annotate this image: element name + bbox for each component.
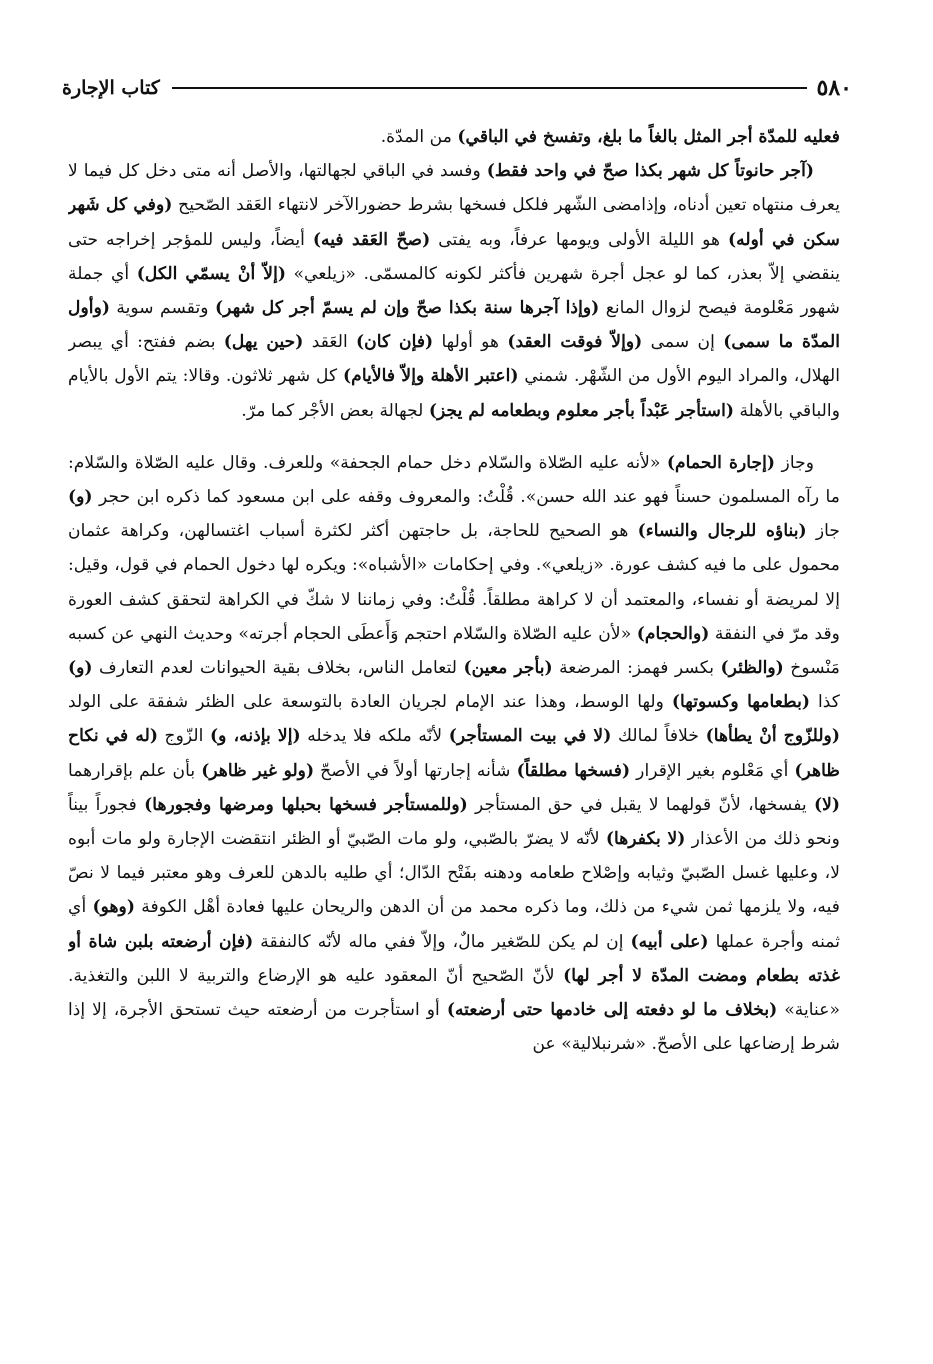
matn-text: (فإن أرضعته بلبن شاة أو غذته بطعام ومضت المدّة لا أجر لها) [68, 931, 840, 986]
sharh-text: الزّوج [157, 726, 211, 747]
paragraph-2 [68, 154, 840, 428]
sharh-text: أي جملة شهور مَعْلومة فيصح لزوال المانع [68, 263, 840, 319]
matn-text: (وإلاّ فوقت العقد) [507, 332, 643, 353]
matn-text: (وهو) [92, 897, 135, 918]
header-rule [172, 87, 807, 89]
sharh-text: يفسخها، لأنّ قولهما لا يقبل في حق المستأجر [467, 794, 814, 815]
sharh-text: شأنه إجارتها أولاً في الأصحّ [314, 760, 517, 781]
matn-text: (آجر حانوتاً كل شهر بكذا صحّ في واحد فقط) [486, 161, 814, 182]
matn-text: (بخلاف ما لو دفعته إلى خادمها حتى أرضعته) [446, 1000, 778, 1021]
sharh-text: بكسر فهمز: المرضعة [552, 658, 721, 679]
matn-text: (وللمستأجر فسخها بحبلها ومرضها وفجورها) [144, 794, 468, 815]
matn-text: (لا) [813, 794, 840, 815]
sharh-text: لتعامل الناس، بخلاف بقية الحيوانات لعدم التعارف [92, 658, 464, 679]
sharh-text: أي ثمنه وأجرة عملها [68, 897, 840, 952]
matn-text: (إجارة الحمام) [666, 452, 776, 473]
sharh-text: وتقسم سوية [110, 298, 215, 319]
matn-text: فعليه للمدّة أجر المثل بالغاً ما بلغ، وتفسخ في الباقي) [457, 127, 840, 147]
paragraph-1 [68, 120, 840, 154]
matn-text: (وأول المدّة ما سمى) [68, 298, 840, 353]
sharh-text: «لأن عليه الصّلاة والسّلام احتجم وَأَعطَى الحجام أجرته» وحديث النهي عن كسبه مَنْسوخ [68, 623, 840, 679]
sharh-text: إن سمى [642, 332, 724, 353]
sharh-text: من المدّة. [380, 127, 458, 147]
matn-text: (اعتبر الأهلة وإلاّ فالأيام) [343, 366, 519, 387]
page-body [68, 120, 840, 1345]
sharh-text: وجاز [775, 452, 814, 473]
matn-text: (بطعامها وكسوتها) [671, 692, 811, 713]
sharh-text: أي مَعْلوم بغير الإقرار [630, 760, 795, 781]
matn-text: (وفي كل شَهر سكن في أوله) [68, 195, 840, 250]
sharh-text: العَقد [303, 332, 356, 353]
matn-text: (ولو غير ظاهر) [201, 760, 315, 781]
sharh-text: هو الصحيح للحاجة، بل حاجتهن أكثر لكثرة أسباب اغتسالهن، وكراهة عثمان محمول على ما فيه كشف عورة. «زيلعي». وفي إحكامات «الأشباه»: ويكره لها دخول الحمام في قول، وقيل: إلا لمريضة أو نفساء، والمعتمد أن لا كراهة مطلقاً. قُلْتُ: وفي زماننا لا شكّ في الكراهة لتحقق كشف العورة وقد مرّ في النفقة [68, 521, 840, 644]
matn-text: (إلاّ أنْ يسمّي الكل) [136, 263, 286, 284]
sharh-text: فجوراً بيناً ونحو ذلك من الأعذار [68, 794, 840, 850]
sharh-text: وفسد في الباقي لجهالتها، والأصل أنه متى دخل كل فيما لا يعرف منتهاه تعين أدناه، وإذامضى الشّهر فلكل فسخها بشرط حضورالآخر لانتهاء العَقد الصّحيح [68, 161, 840, 216]
page-number: ٥٨٠ [816, 75, 852, 101]
matn-text: (وللزّوج أنْ يطأها) [705, 726, 840, 747]
sharh-text: «لأنه عليه الصّلاة والسّلام دخل حمام الجحفة» وللعرف. وقال عليه الصّلاة والسّلام: ما رآه المسلمون حسناً فهو عند الله حسن». قُلْتُ: والمعروف وقفه على ابن مسعود كما ذكره ابن حجر [68, 452, 840, 508]
matn-text: (إلا بإذنه، و) [210, 726, 301, 747]
sharh-text: أو استأجرت من أرضعته حيث تستحق الأجرة، إلا إذا شرط إرضاعها على الأصحّ. «شرنبلالية» عن [68, 1000, 840, 1055]
matn-text: (فسخها مطلقاً) [516, 760, 631, 781]
sharh-text: لأنّه ملكه فلا يدخله [300, 726, 449, 747]
sharh-text: هو الليلة الأولى ويومها عرفاً، وبه يفتى [430, 229, 728, 250]
page-header [62, 70, 852, 106]
sharh-text: هو أولها [433, 332, 508, 353]
matn-text: (بأجر معين) [463, 658, 553, 679]
paragraph-3 [68, 446, 840, 1062]
sharh-text: إن لم يكن للصّغير مالٌ، وإلاّ ففي ماله لأنّه كالنفقة [253, 931, 631, 952]
matn-text: (فإن كان) [356, 332, 434, 353]
matn-text: (حين يهل) [223, 332, 304, 353]
matn-text: (والحجام) [636, 623, 710, 644]
matn-text: (لا بكفرها) [605, 829, 686, 850]
sharh-text: لأنّه لا يضرّ بالصّبي، ولو مات الصّبيّ أو الظئر انتقضت الإجارة ولو مات أبوه لا، وعليها غسل الصّبيّ وثيابه وإصْلاح طعامه ودهنه بفَتْح الدّال؛ أي طليه بالدهن للعرف وهو معتبر فيما لا نصّ فيه، ولا يلزمها ثمن شيء من ذلك، وما ذكره محمد من أن الدهن والريحان عليها فعادة أهْل الكوفة [68, 829, 840, 918]
matn-text: (له في نكاح ظاهر) [68, 726, 840, 781]
matn-text: (لا في بيت المستأجر) [448, 726, 612, 747]
sharh-text: كذا [810, 692, 840, 713]
sharh-text: بأن علم بإقرارهما [68, 760, 202, 781]
matn-text: (والظئر) [720, 658, 784, 679]
sharh-text: بضم ففتح: أي يبصر الهلال، والمراد اليوم الأول من الشّهْر. شمني [68, 332, 840, 387]
matn-text: (على أبيه) [630, 931, 709, 952]
sharh-text: لجهالة بعض الأجْر كما مرّ. [241, 400, 429, 421]
book-title: كتاب الإجارة [62, 77, 160, 99]
matn-text: (و) [68, 487, 93, 508]
sharh-text: جاز [806, 521, 840, 542]
matn-text: (وإذا آجرها سنة بكذا صحّ وإن لم يسمّ أجر كل شهر) [214, 298, 600, 319]
matn-text: (صحّ العَقد فيه) [312, 229, 431, 250]
sharh-text: خلافاً لمالك [611, 726, 706, 747]
sharh-text: أيضاً، وليس للمؤجر إخراجه حتى ينقضي إلاّ بعذر، كما لو عجل أجرة شهرين فأكثر لكونه كالمسمّى. «زيلعي» [68, 229, 840, 284]
sharh-text: لأنّ الصّحيح أنّ المعقود عليه هو الإرضاع والتربية لا اللبن والتغذية. «عناية» [68, 965, 840, 1021]
matn-text: (و) [68, 658, 93, 679]
matn-text: (بناؤه للرجال والنساء) [637, 521, 807, 542]
sharh-text: ولها الوسط، وهذا عند الإمام لجريان العادة بالتوسعة على الظئر شفقة على الولد [68, 692, 672, 713]
matn-text: (استأجر عَبْداً بأجر معلوم وبطعامه لم يجز) [428, 400, 734, 421]
sharh-text: كل شهر ثلاثون. وقالا: يتم الأول بالأيام والباقي بالأهلة [68, 366, 840, 421]
